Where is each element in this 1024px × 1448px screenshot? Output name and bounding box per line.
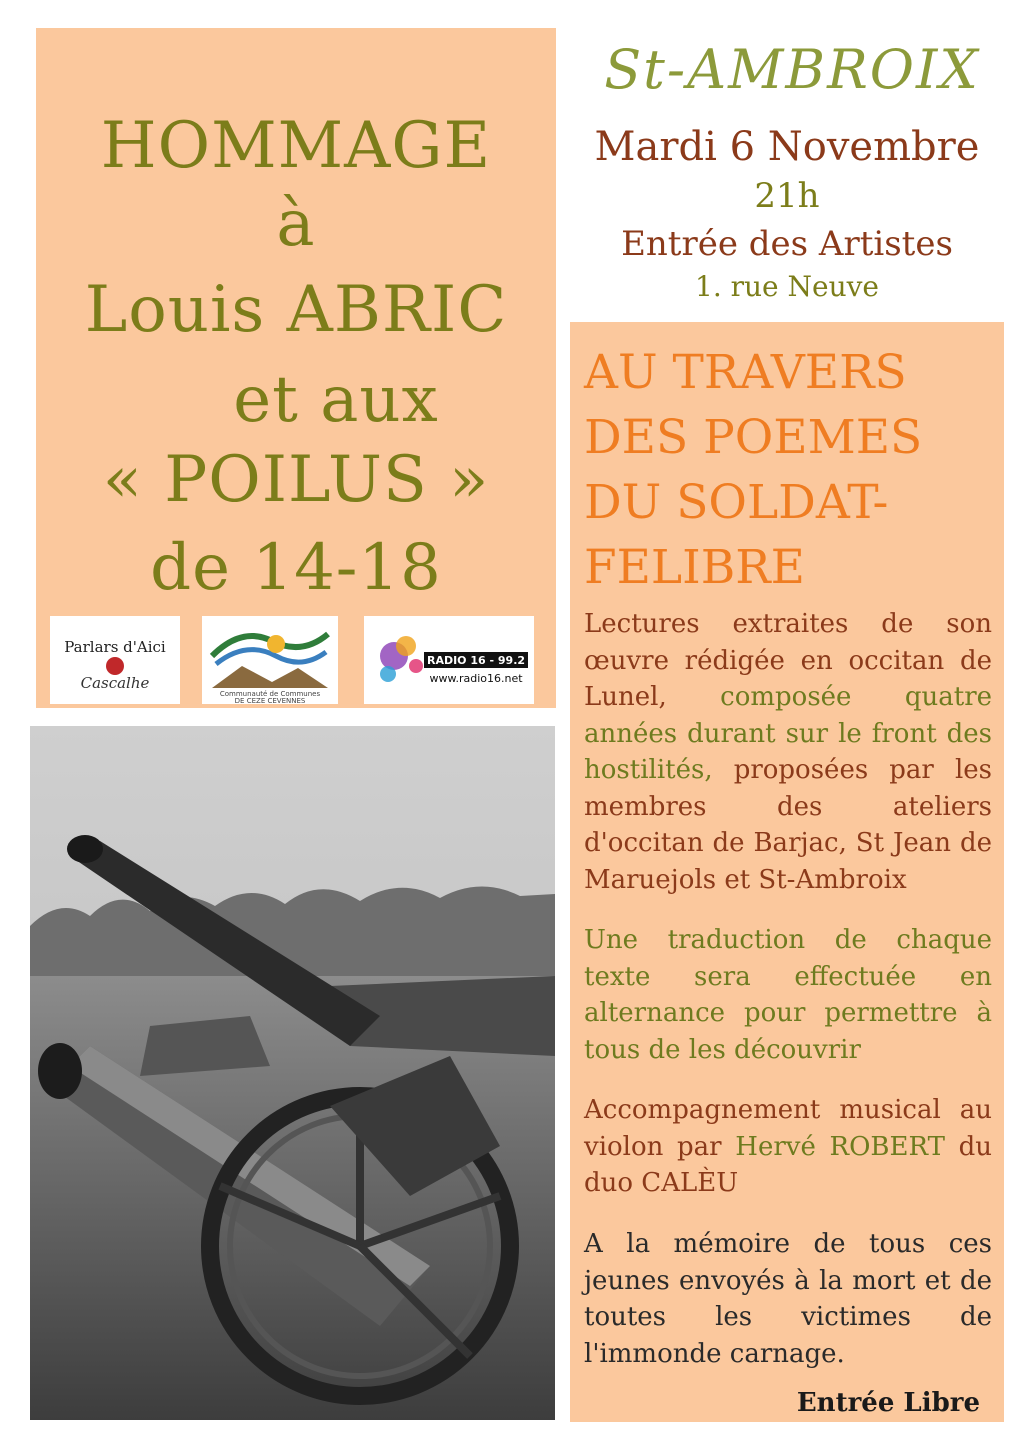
hommage-years: de 14-18 <box>150 531 442 605</box>
accomp-part-3: du duo CALÈU <box>584 1131 993 1198</box>
program-title <box>584 340 994 600</box>
hommage-et-aux: et aux <box>233 363 439 437</box>
event-date: Mardi 6 Novembre <box>594 124 980 170</box>
hommage-poilus: « POILUS » <box>102 443 490 517</box>
paragraph-lectures <box>584 606 992 898</box>
lectures-part-2: composée quatre années durant sur le front des hostilités, <box>584 682 993 785</box>
ccc-label-2: DE CEZE CEVENNES <box>234 697 306 704</box>
paragraph-accompagnement <box>584 1092 992 1202</box>
hommage-title: HOMMAGE <box>100 109 492 183</box>
paragraph-memoire: A la mémoire de tous ces jeunes envoyés à la mort et de toutes les victimes de l'immonde carnage. <box>584 1229 992 1369</box>
parlars-text: Parlars d'Aici <box>64 638 166 656</box>
program-title-line-1: AU TRAVERS <box>584 345 907 400</box>
radio16-logo <box>364 616 534 704</box>
ccc-label-1: Communauté de Communes <box>219 690 321 698</box>
lectures-part-3: proposées par les membres des ateliers d'occitan de Barjac, St Jean de Maruejols et St-Ambroix <box>584 755 992 895</box>
program-title-line-2: DES POEMES <box>584 410 923 465</box>
event-venue: Entrée des Artistes <box>621 224 953 264</box>
entree-libre: Entrée Libre <box>796 1388 980 1418</box>
radio-url: www.radio16.net <box>429 672 523 685</box>
left-panel <box>36 28 556 708</box>
paragraph-traduction: Une traduction de chaque texte sera effectuée en alternance pour permettre à tous de les découvrir <box>584 925 992 1065</box>
program-title-line-4: FELIBRE <box>584 540 805 595</box>
ccc-logo <box>202 616 338 704</box>
hommage-a: à <box>276 187 316 261</box>
event-time: 21h <box>754 176 820 216</box>
accomp-part-1: Accompagnement musical au violon par <box>584 1095 992 1162</box>
hommage-name: Louis ABRIC <box>84 273 508 347</box>
town-title: St-AMBROIX <box>604 38 980 101</box>
program-title-line-3: DU SOLDAT- <box>584 475 889 530</box>
accomp-musician: Hervé ROBERT <box>735 1131 945 1162</box>
cannon-photo <box>30 726 555 1420</box>
lectures-part-1: Lectures extraites de son œuvre rédigée en occitan de Lunel, <box>584 609 992 712</box>
event-address: 1. rue Neuve <box>695 270 879 303</box>
cascalhe-text: Cascalhe <box>80 674 150 692</box>
radio-name: RADIO 16 - 99.2 <box>426 654 526 667</box>
parlars-logo <box>50 616 180 704</box>
